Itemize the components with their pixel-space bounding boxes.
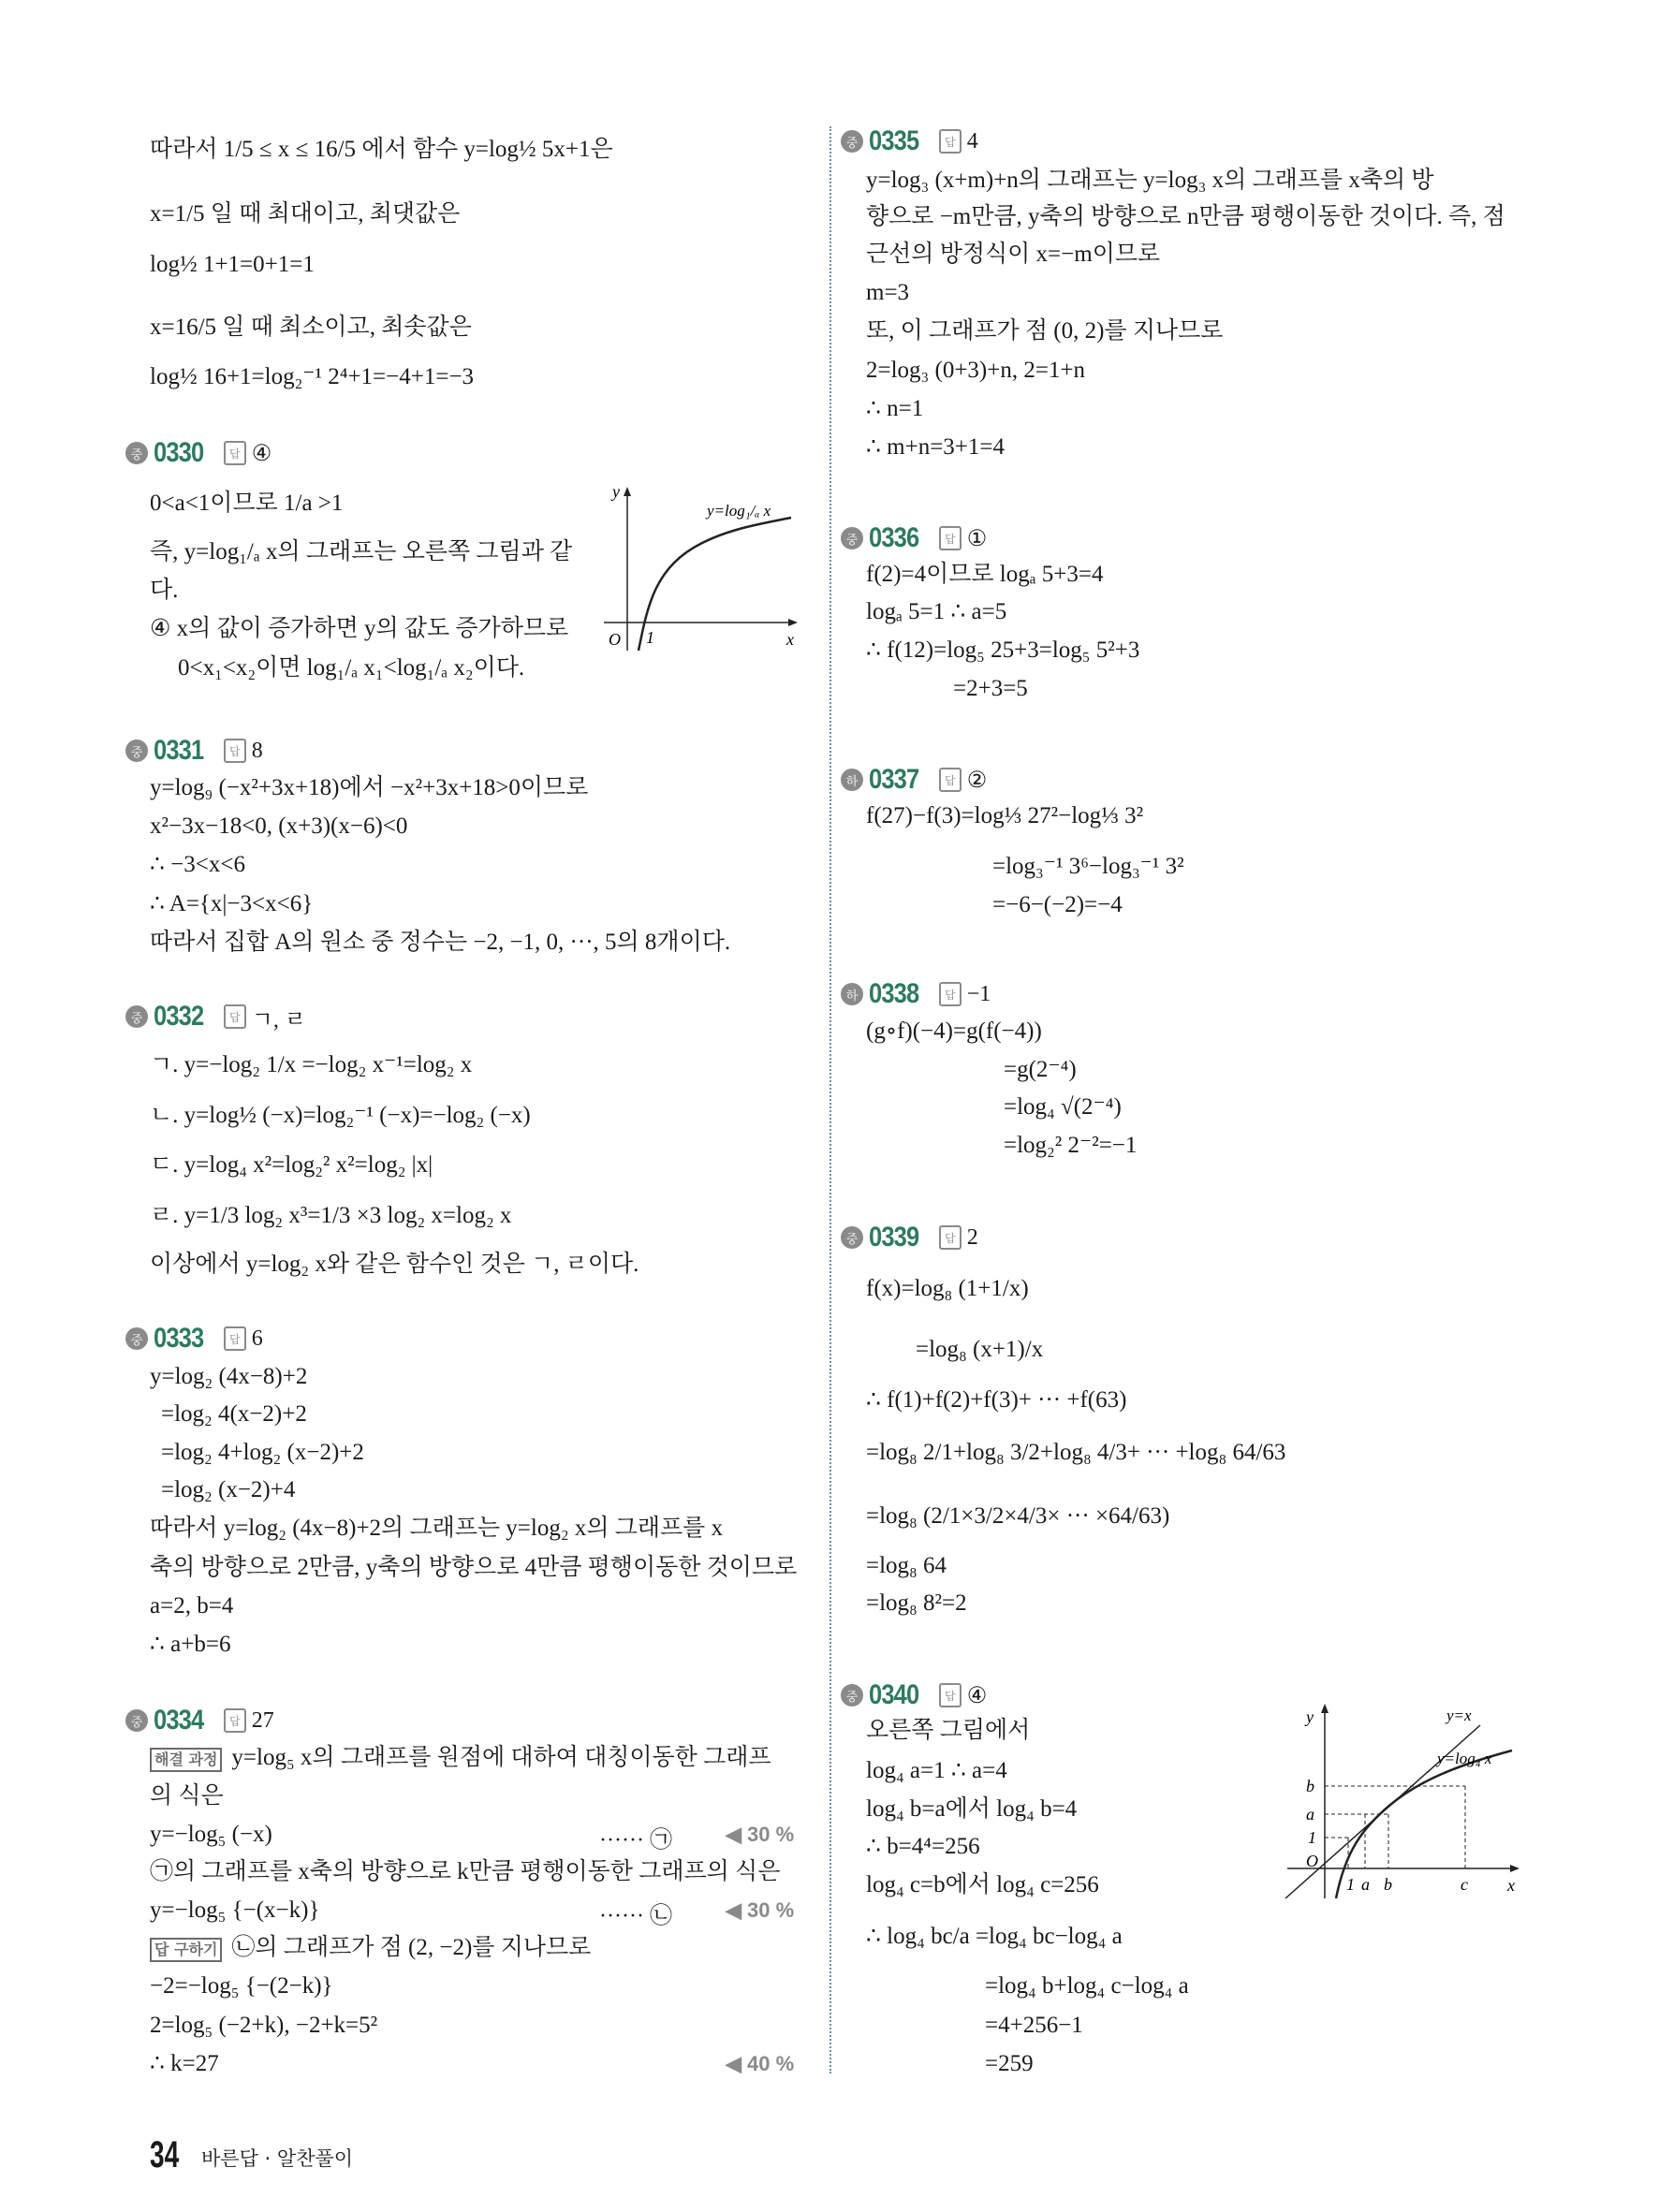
problem-number: 0335 [869, 125, 919, 156]
answer-icon: 답 [939, 982, 962, 1006]
answer-value: 27 [251, 1707, 274, 1733]
origin-label: O [1306, 1852, 1318, 1870]
line-label: y=x [1446, 1707, 1472, 1724]
text-line: =log₈ 64 [866, 1553, 947, 1578]
answer-value: −1 [966, 981, 991, 1006]
score-percent: ◀ 40 % [726, 2052, 795, 2075]
x-label: x [1507, 1876, 1515, 1895]
text-line: log₄ c=b에서 log₄ c=256 [866, 1872, 1099, 1897]
problem-header-0335 [841, 125, 978, 157]
answer-icon: 답 [939, 129, 962, 154]
y-tick: a [1306, 1805, 1314, 1824]
text-line: =log₄ b+log₄ c−log₄ a [985, 1973, 1189, 1999]
text-line: y=log₉ (−x²+3x+18)에서 −x²+3x+18>0이므로 [150, 775, 589, 800]
x-tick: b [1384, 1875, 1392, 1894]
text-line: =log₃⁻¹ 3⁶−log₃⁻¹ 3² [992, 854, 1184, 879]
problem-number: 0334 [154, 1705, 204, 1736]
y-tick: 1 [1308, 1828, 1316, 1847]
text-line: ∴ a+b=6 [150, 1632, 231, 1657]
text-line: ㄷ. y=log₄ x²=log₂² x²=log₂ |x| [150, 1152, 433, 1178]
text-line: ∴ f(12)=log₅ 25+3=log₅ 5²+3 [866, 637, 1140, 663]
text-line: ∴ log₄ bc/a =log₄ bc−log₄ a [866, 1924, 1123, 1949]
answer-icon: 답 [939, 1683, 962, 1707]
problem-header-0336 [841, 522, 987, 554]
problem-number: 0336 [869, 522, 919, 553]
level-badge: 중 [125, 1005, 148, 1028]
level-badge: 중 [125, 1709, 148, 1732]
text-line: =2+3=5 [953, 676, 1028, 701]
x-axis-arrow-icon [788, 619, 798, 626]
text-line: 오른쪽 그림에서 [866, 1718, 1031, 1743]
level-badge: 중 [841, 1684, 863, 1707]
text-line: ㉠의 그래프를 x축의 방향으로 k만큼 평행이동한 그래프의 식은 [150, 1859, 781, 1884]
text-line: ㄹ. y=1/3 log₂ x³=1/3 ×3 log₂ x=log₂ x [150, 1203, 512, 1228]
problem-header-0338 [841, 978, 991, 1010]
text-line: ㄴ. y=log½ (−x)=log₂⁻¹ (−x)=−log₂ (−x) [150, 1103, 531, 1128]
text-line: 이상에서 y=log₂ x와 같은 함수인 것은 ㄱ, ㄹ이다. [150, 1252, 639, 1277]
tick-label: 1 [646, 628, 654, 647]
answer-value: 2 [966, 1224, 978, 1250]
answer-value: ① [966, 526, 988, 551]
answer-icon: 답 [939, 526, 962, 550]
text-line: y=log₃ (x+m)+n의 그래프는 y=log₃ x의 그래프를 x축의 방 [866, 168, 1434, 193]
level-badge: 중 [841, 130, 863, 153]
answer-value: ④ [966, 1683, 988, 1708]
problem-number: 0332 [154, 1001, 204, 1032]
answer-icon: 답 [939, 768, 962, 792]
text-line: −2=−log₅ {−(2−k)} [150, 1973, 333, 1999]
text-line: ∴ f(1)+f(2)+f(3)+ ··· +f(63) [866, 1387, 1127, 1413]
level-badge: 중 [841, 1226, 863, 1249]
text-line: a=2, b=4 [150, 1593, 234, 1619]
text-line: m=3 [866, 280, 910, 305]
y-axis-arrow-icon [1321, 1704, 1329, 1713]
problem-header-0331 [125, 735, 263, 767]
level-badge: 하 [841, 769, 863, 791]
text-line: =log₂ (x−2)+4 [161, 1477, 296, 1502]
answer-value: ② [966, 768, 988, 793]
problem-number: 0333 [154, 1323, 204, 1354]
column-divider [830, 126, 831, 2073]
text-line: 의 식은 [150, 1783, 224, 1809]
text-line: ㄱ. y=−log₂ 1/x =−log₂ x⁻¹=log₂ x [150, 1052, 473, 1077]
text-line: 축의 방향으로 2만큼, y축의 방향으로 4만큼 평행이동한 것이므로 [150, 1555, 798, 1580]
text-line: logₐ 5=1 ∴ a=5 [866, 599, 1007, 624]
text-line: y=log₅ x의 그래프를 원점에 대하여 대칭이동한 그래프 [231, 1745, 771, 1770]
problem-number: 0338 [869, 978, 919, 1009]
text-line: 근선의 방정식이 x=−m이므로 [866, 242, 1161, 267]
origin-label: O [609, 630, 621, 649]
answer-value: ㄱ, ㄹ [251, 1007, 307, 1033]
x-tick: a [1361, 1875, 1370, 1894]
level-badge: 중 [841, 527, 863, 549]
text-line: ∴ m+n=3+1=4 [866, 434, 1005, 460]
problem-number: 0339 [869, 1222, 919, 1252]
curve-label: y=log₁/ₐ x [707, 502, 771, 520]
problem-number: 0330 [154, 437, 204, 468]
text-line: =log₈ (2/1×3/2×4/3× ··· ×64/63) [866, 1503, 1170, 1529]
problem-number: 0337 [869, 764, 919, 795]
problem-number: 0340 [869, 1679, 919, 1710]
text-line: log½ 1+1=0+1=1 [150, 252, 315, 277]
text-line: =4+256−1 [985, 2013, 1083, 2038]
text-line: ∴ k=27 [150, 2051, 219, 2076]
text-line: x=16/5 일 때 최소이고, 최솟값은 [150, 315, 472, 340]
x-tick: 1 [1346, 1875, 1355, 1894]
y-tick: b [1306, 1777, 1314, 1795]
guide-lines [1325, 1786, 1465, 1868]
text-line: =log₂ 4(x−2)+2 [161, 1401, 307, 1427]
log-graph-0340 [1278, 1692, 1531, 1917]
answer-icon: 답 [224, 1004, 246, 1029]
x-axis-arrow-icon [1510, 1865, 1520, 1872]
text-line: log½ 16+1=log₂⁻¹ 2⁴+1=−4+1=−3 [150, 364, 475, 389]
log-curve [639, 518, 791, 651]
answer-icon: 답 [939, 1225, 962, 1250]
answer-value: 4 [966, 128, 978, 154]
solution-process-tag: 해결 과정 [150, 1748, 222, 1772]
score-percent: ◀ 30 % [726, 1823, 795, 1846]
problem-header-0340 [841, 1679, 987, 1711]
problem-header-0332 [125, 1001, 306, 1033]
text-line: x=1/5 일 때 최대이고, 최댓값은 [150, 201, 461, 227]
text-line: (g∘f)(−4)=g(f(−4)) [866, 1018, 1042, 1044]
problem-header-0330 [125, 437, 272, 469]
text-line: 향으로 −m만큼, y축의 방향으로 n만큼 평행이동한 것이다. 즉, 점 [866, 204, 1505, 229]
text-line: 즉, y=log₁/ₐ x의 그래프는 오른쪽 그림과 같 [150, 539, 573, 564]
text-line: 0<x₁<x₂이면 log₁/ₐ x₁<log₁/ₐ x₂이다. [178, 655, 525, 681]
text-line: x²−3x−18<0, (x+3)(x−6)<0 [150, 813, 408, 839]
text-line: 따라서 1/5 ≤ x ≤ 16/5 에서 함수 y=log½ 5x+1은 [150, 137, 613, 162]
text-line: 또, 이 그래프가 점 (0, 2)를 지나므로 [866, 318, 1224, 344]
get-answer-tag: 답 구하기 [150, 1938, 222, 1962]
text-line: =−6−(−2)=−4 [992, 892, 1123, 917]
text-line: y=log₂ (4x−8)+2 [150, 1364, 308, 1389]
text-line: 따라서 y=log₂ (4x−8)+2의 그래프는 y=log₂ x의 그래프를 x [150, 1516, 724, 1541]
text-line: f(2)=4이므로 logₐ 5+3=4 [866, 562, 1104, 587]
text-line: log₄ b=a에서 log₄ b=4 [866, 1796, 1078, 1822]
text-line: y=−log₅ (−x) [150, 1822, 272, 1847]
problem-header-0339 [841, 1222, 978, 1253]
text-line: 따라서 집합 A의 원소 중 정수는 −2, −1, 0, ···, 5의 8개이다. [150, 930, 731, 955]
text-line: =log₂² 2⁻²=−1 [1004, 1133, 1138, 1158]
footer-title: 바른답 · 알찬풀이 [201, 2147, 354, 2170]
text-line: log₄ a=1 ∴ a=4 [866, 1758, 1007, 1783]
text-line: 2=log₃ (0+3)+n, 2=1+n [866, 358, 1086, 383]
text-line: y=−log₅ {−(x−k)} [150, 1897, 320, 1923]
level-badge: 중 [125, 442, 148, 464]
page-number: 34 [150, 2134, 180, 2175]
text-line: f(27)−f(3)=log⅓ 27²−log⅓ 3² [866, 803, 1144, 828]
x-tick: c [1461, 1875, 1468, 1894]
text-line: ㉡의 그래프가 점 (2, −2)를 지나므로 [231, 1935, 592, 1960]
text-line: =log₄ √(2⁻⁴) [1004, 1094, 1122, 1120]
answer-value: 6 [251, 1326, 263, 1351]
y-label: y [1306, 1707, 1314, 1726]
level-badge: 중 [125, 1327, 148, 1350]
text-line: =log₈ (x+1)/x [916, 1337, 1044, 1362]
problem-header-0334 [125, 1705, 274, 1736]
x-label: x [786, 630, 794, 649]
text-line: 2=log₅ (−2+k), −2+k=5² [150, 2013, 378, 2038]
text-line: =g(2⁻⁴) [1004, 1057, 1077, 1082]
answer-value: 8 [251, 738, 263, 763]
level-badge: 하 [841, 983, 863, 1005]
answer-icon: 답 [224, 739, 246, 763]
level-badge: 중 [125, 740, 148, 762]
text-line: ∴ b=4⁴=256 [866, 1834, 980, 1859]
problem-header-0333 [125, 1323, 263, 1355]
text-line: =log₈ 8²=2 [866, 1590, 967, 1616]
score-percent: ◀ 30 % [726, 1898, 795, 1922]
text-line: =log₂ 4+log₂ (x−2)+2 [161, 1440, 364, 1465]
text-line: ∴ A={x|−3<x<6} [150, 891, 314, 916]
y-label: y [612, 482, 620, 501]
text-line: f(x)=log₈ (1+1/x) [866, 1276, 1029, 1301]
text-line: 다. [150, 578, 179, 603]
answer-icon: 답 [224, 1708, 246, 1733]
text-line: =log₈ 2/1+log₈ 3/2+log₈ 4/3+ ··· +log₈ 64/63 [866, 1440, 1286, 1465]
y-axis-arrow-icon [624, 487, 631, 496]
answer-icon: 답 [224, 441, 246, 465]
text-line: =259 [985, 2051, 1034, 2076]
text-line: 0<a<1이므로 1/a >1 [150, 491, 344, 516]
text-line: ∴ n=1 [866, 396, 924, 421]
answer-value: ④ [251, 441, 272, 466]
answer-icon: 답 [224, 1326, 246, 1351]
text-line: ∴ −3<x<6 [150, 852, 245, 877]
text-line: ④ x의 값이 증가하면 y의 값도 증가하므로 [150, 616, 569, 641]
equation-marker: ······ ㉠ [599, 1828, 672, 1853]
problem-number: 0331 [154, 735, 204, 766]
log-graph-0330 [599, 482, 805, 665]
curve-label: y=log₄ x [1437, 1750, 1492, 1767]
problem-header-0337 [841, 764, 987, 796]
equation-marker: ······ ㉡ [599, 1904, 672, 1928]
